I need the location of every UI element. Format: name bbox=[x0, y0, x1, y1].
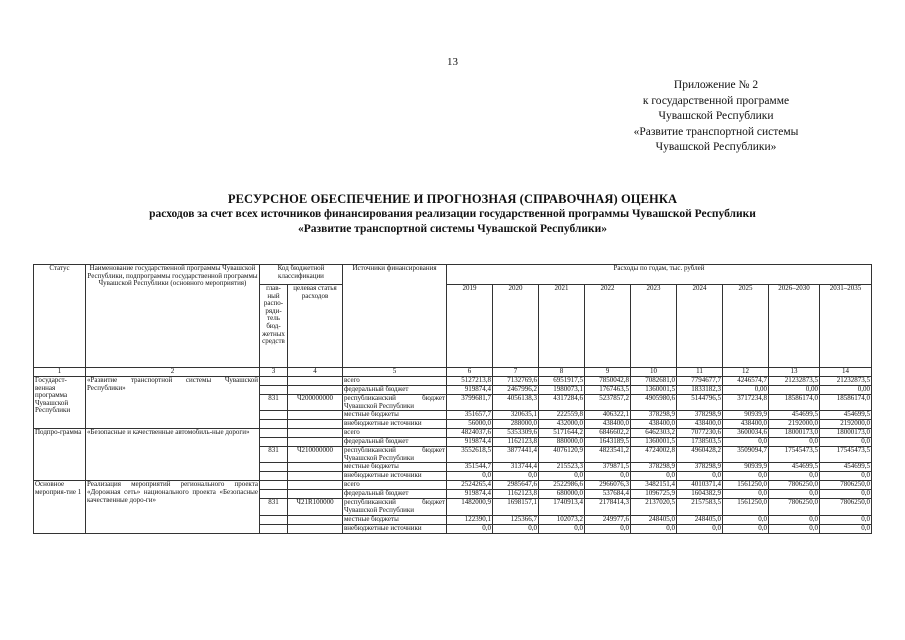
amount-cell: 18586174,0 bbox=[769, 395, 820, 411]
amount-cell: 0,0 bbox=[820, 472, 872, 481]
amount-cell: 2192000,0 bbox=[820, 420, 872, 429]
appendix-line: к государственной программе bbox=[642, 94, 790, 107]
amount-cell: 454699,5 bbox=[769, 463, 820, 472]
amount-cell: 18586174,0 bbox=[820, 395, 872, 411]
amount-cell: 1698157,1 bbox=[493, 499, 539, 515]
amount-cell: 6846602,2 bbox=[585, 429, 631, 438]
column-index-cell: 9 bbox=[585, 368, 631, 377]
column-index-row bbox=[34, 368, 872, 377]
amount-cell: 320635,1 bbox=[493, 411, 539, 420]
amount-cell: 432000,0 bbox=[539, 420, 585, 429]
funding-source-cell: местные бюджеты bbox=[343, 463, 447, 472]
amount-cell: 378298,9 bbox=[631, 411, 677, 420]
amount-cell: 2467996,2 bbox=[493, 386, 539, 395]
amount-cell: 2524265,4 bbox=[447, 481, 493, 490]
amount-cell: 0,0 bbox=[723, 438, 769, 447]
amount-cell: 0,0 bbox=[447, 524, 493, 533]
target-article-cell bbox=[288, 438, 343, 447]
header-year: 2026–2030 bbox=[769, 285, 820, 368]
amount-cell: 2178414,3 bbox=[585, 499, 631, 515]
target-article-cell bbox=[288, 472, 343, 481]
amount-cell: 2966076,3 bbox=[585, 481, 631, 490]
column-index-cell: 4 bbox=[288, 368, 343, 377]
amount-cell: 3552618,5 bbox=[447, 447, 493, 463]
amount-cell: 0,00 bbox=[769, 386, 820, 395]
column-index-cell: 10 bbox=[631, 368, 677, 377]
amount-cell: 1482000,9 bbox=[447, 499, 493, 515]
amount-cell: 4724002,8 bbox=[631, 447, 677, 463]
status-cell: Подпро-грамма bbox=[34, 429, 86, 481]
page-number: 13 bbox=[447, 56, 458, 68]
amount-cell: 378298,9 bbox=[677, 463, 723, 472]
amount-cell: 0,0 bbox=[820, 515, 872, 524]
funding-source-cell: всего bbox=[343, 429, 447, 438]
amount-cell: 438400,0 bbox=[723, 420, 769, 429]
amount-cell: 2192000,0 bbox=[769, 420, 820, 429]
chief-manager-cell bbox=[260, 386, 288, 395]
amount-cell: 0,0 bbox=[769, 490, 820, 499]
target-article-cell bbox=[288, 490, 343, 499]
amount-cell: 3482151,4 bbox=[631, 481, 677, 490]
amount-cell: 0,0 bbox=[723, 490, 769, 499]
amount-cell: 4010371,4 bbox=[677, 481, 723, 490]
funding-source-cell: местные бюджеты bbox=[343, 515, 447, 524]
target-article-cell bbox=[288, 463, 343, 472]
amount-cell: 6462303,2 bbox=[631, 429, 677, 438]
column-index-cell: 3 bbox=[260, 368, 288, 377]
amount-cell: 248405,0 bbox=[631, 515, 677, 524]
chief-manager-cell bbox=[260, 490, 288, 499]
amount-cell: 919874,4 bbox=[447, 490, 493, 499]
amount-cell: 454699,5 bbox=[769, 411, 820, 420]
chief-manager-cell bbox=[260, 463, 288, 472]
funding-source-cell: федеральный бюджет bbox=[343, 386, 447, 395]
amount-cell: 1980073,1 bbox=[539, 386, 585, 395]
amount-cell: 21232873,5 bbox=[820, 377, 872, 386]
amount-cell: 2137020,5 bbox=[631, 499, 677, 515]
amount-cell: 102073,2 bbox=[539, 515, 585, 524]
column-index-cell: 11 bbox=[677, 368, 723, 377]
amount-cell: 0,0 bbox=[820, 524, 872, 533]
chief-manager-cell bbox=[260, 377, 288, 386]
amount-cell: 0,0 bbox=[820, 490, 872, 499]
amount-cell: 4076120,9 bbox=[539, 447, 585, 463]
header-year: 2023 bbox=[631, 285, 677, 368]
amount-cell: 313744,4 bbox=[493, 463, 539, 472]
column-index-cell: 12 bbox=[723, 368, 769, 377]
amount-cell: 0,0 bbox=[585, 472, 631, 481]
header-year: 2020 bbox=[493, 285, 539, 368]
amount-cell: 0,0 bbox=[677, 524, 723, 533]
amount-cell: 0,0 bbox=[723, 472, 769, 481]
amount-cell: 0,0 bbox=[539, 472, 585, 481]
header-status: Статус bbox=[34, 265, 86, 368]
amount-cell: 0,0 bbox=[539, 524, 585, 533]
amount-cell: 5144796,5 bbox=[677, 395, 723, 411]
appendix-line: Чувашской Республики» bbox=[655, 141, 777, 153]
amount-cell: 1360001,5 bbox=[631, 438, 677, 447]
target-article-cell: Ч21R100000 bbox=[288, 499, 343, 515]
chief-manager-cell: 831 bbox=[260, 499, 288, 515]
funding-source-cell: федеральный бюджет bbox=[343, 438, 447, 447]
amount-cell: 0,0 bbox=[769, 472, 820, 481]
amount-cell: 7806250,0 bbox=[820, 481, 872, 490]
funding-source-cell: всего bbox=[343, 481, 447, 490]
amount-cell: 90939,9 bbox=[723, 463, 769, 472]
amount-cell: 17545473,5 bbox=[769, 447, 820, 463]
amount-cell: 0,0 bbox=[723, 524, 769, 533]
amount-cell: 438400,0 bbox=[631, 420, 677, 429]
chief-manager-cell bbox=[260, 429, 288, 438]
appendix-note bbox=[586, 78, 846, 156]
amount-cell: 4824037,6 bbox=[447, 429, 493, 438]
program-name-cell: «Развитие транспортной системы Чувашской Республики» bbox=[86, 377, 260, 429]
column-index-cell: 1 bbox=[34, 368, 86, 377]
amount-cell: 7806250,0 bbox=[820, 499, 872, 515]
target-article-cell bbox=[288, 377, 343, 386]
amount-cell: 0,0 bbox=[769, 438, 820, 447]
amount-cell: 0,0 bbox=[769, 515, 820, 524]
amount-cell: 1833182,3 bbox=[677, 386, 723, 395]
title-line-3: «Развитие транспортной системы Чувашской Республики» bbox=[297, 223, 607, 235]
resource-table bbox=[33, 264, 872, 534]
amount-cell: 454699,5 bbox=[820, 463, 872, 472]
header-year: 2022 bbox=[585, 285, 631, 368]
amount-cell: 378298,9 bbox=[631, 463, 677, 472]
amount-cell: 0,0 bbox=[769, 524, 820, 533]
chief-manager-cell bbox=[260, 420, 288, 429]
amount-cell: 0,0 bbox=[820, 438, 872, 447]
amount-cell: 0,0 bbox=[631, 524, 677, 533]
amount-cell: 454699,5 bbox=[820, 411, 872, 420]
amount-cell: 1643189,5 bbox=[585, 438, 631, 447]
target-article-cell: Ч210000000 bbox=[288, 447, 343, 463]
appendix-line: Чувашской Республики bbox=[658, 110, 774, 122]
funding-source-cell: республиканский бюджет Чувашской Республики bbox=[344, 498, 445, 514]
program-name-cell: «Безопасные и качественные автомобиль-ные дороги» bbox=[86, 429, 260, 481]
amount-cell: 4317284,6 bbox=[539, 395, 585, 411]
header-target-article: целевая статья расходов bbox=[288, 285, 343, 368]
amount-cell: 7082681,0 bbox=[631, 377, 677, 386]
amount-cell: 1360001,5 bbox=[631, 386, 677, 395]
funding-source-cell: республиканский бюджет Чувашской Республики bbox=[344, 394, 445, 410]
column-index-cell: 2 bbox=[86, 368, 260, 377]
header-row bbox=[34, 265, 872, 285]
header-sources: Источники финансирования bbox=[343, 265, 447, 368]
amount-cell: 0,0 bbox=[723, 515, 769, 524]
document-title bbox=[0, 191, 905, 237]
column-index-cell: 5 bbox=[343, 368, 447, 377]
title-main: РЕСУРСНОЕ ОБЕСПЕЧЕНИЕ И ПРОГНОЗНАЯ (СПРАВОЧНАЯ) ОЦЕНКА bbox=[227, 192, 678, 206]
target-article-cell bbox=[288, 420, 343, 429]
amount-cell: 2157583,5 bbox=[677, 499, 723, 515]
table-row bbox=[34, 377, 872, 386]
column-index-cell: 13 bbox=[769, 368, 820, 377]
amount-cell: 18000173,0 bbox=[820, 429, 872, 438]
header-budget-code: Код бюджетной классификации bbox=[260, 265, 343, 285]
amount-cell: 406322,1 bbox=[585, 411, 631, 420]
amount-cell: 351544,7 bbox=[447, 463, 493, 472]
chief-manager-cell: 831 bbox=[260, 447, 288, 463]
amount-cell: 4905980,6 bbox=[631, 395, 677, 411]
amount-cell: 438400,0 bbox=[677, 420, 723, 429]
amount-cell: 0,0 bbox=[493, 472, 539, 481]
amount-cell: 7132769,6 bbox=[493, 377, 539, 386]
amount-cell: 0,0 bbox=[631, 472, 677, 481]
amount-cell: 248405,0 bbox=[677, 515, 723, 524]
amount-cell: 1740913,4 bbox=[539, 499, 585, 515]
column-index-cell: 6 bbox=[447, 368, 493, 377]
amount-cell: 0,0 bbox=[677, 472, 723, 481]
amount-cell: 5353309,6 bbox=[493, 429, 539, 438]
amount-cell: 3509094,7 bbox=[723, 447, 769, 463]
target-article-cell bbox=[288, 515, 343, 524]
funding-source-cell: местные бюджеты bbox=[343, 411, 447, 420]
amount-cell: 0,00 bbox=[820, 386, 872, 395]
amount-cell: 1162123,8 bbox=[493, 490, 539, 499]
amount-cell: 1096725,9 bbox=[631, 490, 677, 499]
amount-cell: 919874,4 bbox=[447, 438, 493, 447]
column-index-cell: 7 bbox=[493, 368, 539, 377]
chief-manager-cell: 831 bbox=[260, 395, 288, 411]
status-cell: Государст-венная программа Чувашской Республики bbox=[34, 377, 86, 429]
amount-cell: 4246574,7 bbox=[723, 377, 769, 386]
amount-cell: 0,00 bbox=[723, 386, 769, 395]
amount-cell: 351657,7 bbox=[447, 411, 493, 420]
amount-cell: 125366,7 bbox=[493, 515, 539, 524]
target-article-cell: Ч200000000 bbox=[288, 395, 343, 411]
header-year: 2025 bbox=[723, 285, 769, 368]
appendix-line: Приложение № 2 bbox=[673, 79, 759, 91]
table-row bbox=[34, 481, 872, 490]
amount-cell: 1604382,9 bbox=[677, 490, 723, 499]
status-cell: Основное мероприя-тие 1 bbox=[34, 481, 86, 533]
amount-cell: 288000,0 bbox=[493, 420, 539, 429]
header-year: 2024 bbox=[677, 285, 723, 368]
amount-cell: 919874,4 bbox=[447, 386, 493, 395]
amount-cell: 122390,1 bbox=[447, 515, 493, 524]
amount-cell: 215523,3 bbox=[539, 463, 585, 472]
amount-cell: 1738503,5 bbox=[677, 438, 723, 447]
target-article-cell bbox=[288, 386, 343, 395]
header-year: 2021 bbox=[539, 285, 585, 368]
amount-cell: 3877441,4 bbox=[493, 447, 539, 463]
amount-cell: 438400,0 bbox=[585, 420, 631, 429]
amount-cell: 7806250,0 bbox=[769, 499, 820, 515]
amount-cell: 1162123,8 bbox=[493, 438, 539, 447]
amount-cell: 3717234,8 bbox=[723, 395, 769, 411]
amount-cell: 5237857,2 bbox=[585, 395, 631, 411]
amount-cell: 7850042,8 bbox=[585, 377, 631, 386]
amount-cell: 90939,9 bbox=[723, 411, 769, 420]
amount-cell: 222559,8 bbox=[539, 411, 585, 420]
amount-cell: 21232873,5 bbox=[769, 377, 820, 386]
title-line-2: расходов за счет всех источников финансирования реализации государственной программы Чувашской Республики bbox=[149, 208, 756, 220]
appendix-line: «Развитие транспортной системы bbox=[633, 125, 799, 138]
amount-cell: 7806250,0 bbox=[769, 481, 820, 490]
amount-cell: 0,0 bbox=[493, 524, 539, 533]
header-year: 2031–2035 bbox=[820, 285, 872, 368]
amount-cell: 680000,0 bbox=[539, 490, 585, 499]
amount-cell: 4056138,3 bbox=[493, 395, 539, 411]
amount-cell: 2522986,6 bbox=[539, 481, 585, 490]
chief-manager-cell bbox=[260, 472, 288, 481]
amount-cell: 5127213,8 bbox=[447, 377, 493, 386]
amount-cell: 7794677,7 bbox=[677, 377, 723, 386]
amount-cell: 1561250,0 bbox=[723, 499, 769, 515]
chief-manager-cell bbox=[260, 524, 288, 533]
program-name-cell: Реализация мероприятий регионального проекта «Дорожная сеть» национального проекта «Безопасные качественные доро-ги» bbox=[86, 481, 260, 533]
amount-cell: 7077230,6 bbox=[677, 429, 723, 438]
funding-source-cell: внебюджетные источники bbox=[343, 472, 447, 481]
amount-cell: 1561250,0 bbox=[723, 481, 769, 490]
funding-source-cell: республиканский бюджет Чувашской Республики bbox=[344, 446, 445, 462]
header-name: Наименование государственной программы Чувашской Республики, подпрограммы государственной программы Чувашской Республики (основного мероприятия) bbox=[86, 265, 260, 368]
funding-source-cell: федеральный бюджет bbox=[343, 490, 447, 499]
amount-cell: 56000,0 bbox=[447, 420, 493, 429]
target-article-cell bbox=[288, 411, 343, 420]
table-row bbox=[34, 429, 872, 438]
header-year: 2019 bbox=[447, 285, 493, 368]
funding-source-cell: внебюджетные источники bbox=[343, 420, 447, 429]
amount-cell: 880000,0 bbox=[539, 438, 585, 447]
amount-cell: 5171644,2 bbox=[539, 429, 585, 438]
amount-cell: 6951917,5 bbox=[539, 377, 585, 386]
amount-cell: 249977,6 bbox=[585, 515, 631, 524]
amount-cell: 4823541,2 bbox=[585, 447, 631, 463]
amount-cell: 0,0 bbox=[447, 472, 493, 481]
chief-manager-cell bbox=[260, 411, 288, 420]
amount-cell: 18000173,0 bbox=[769, 429, 820, 438]
amount-cell: 1767463,5 bbox=[585, 386, 631, 395]
amount-cell: 0,0 bbox=[585, 524, 631, 533]
funding-source-cell: внебюджетные источники bbox=[343, 524, 447, 533]
amount-cell: 2985647,6 bbox=[493, 481, 539, 490]
chief-manager-cell bbox=[260, 438, 288, 447]
chief-manager-cell bbox=[260, 515, 288, 524]
funding-source-cell: всего bbox=[343, 377, 447, 386]
amount-cell: 4960428,2 bbox=[677, 447, 723, 463]
chief-manager-cell bbox=[260, 481, 288, 490]
target-article-cell bbox=[288, 429, 343, 438]
column-index-cell: 8 bbox=[539, 368, 585, 377]
amount-cell: 3600034,6 bbox=[723, 429, 769, 438]
amount-cell: 379871,5 bbox=[585, 463, 631, 472]
column-index-cell: 14 bbox=[820, 368, 872, 377]
amount-cell: 3799681,7 bbox=[447, 395, 493, 411]
amount-cell: 17545473,5 bbox=[820, 447, 872, 463]
header-chief-manager: глав-ный распо-ряди-тель бюд-жетных средств bbox=[260, 285, 288, 368]
target-article-cell bbox=[288, 481, 343, 490]
target-article-cell bbox=[288, 524, 343, 533]
amount-cell: 378298,9 bbox=[677, 411, 723, 420]
header-expenses: Расходы по годам, тыс. рублей bbox=[447, 265, 872, 285]
amount-cell: 537684,4 bbox=[585, 490, 631, 499]
